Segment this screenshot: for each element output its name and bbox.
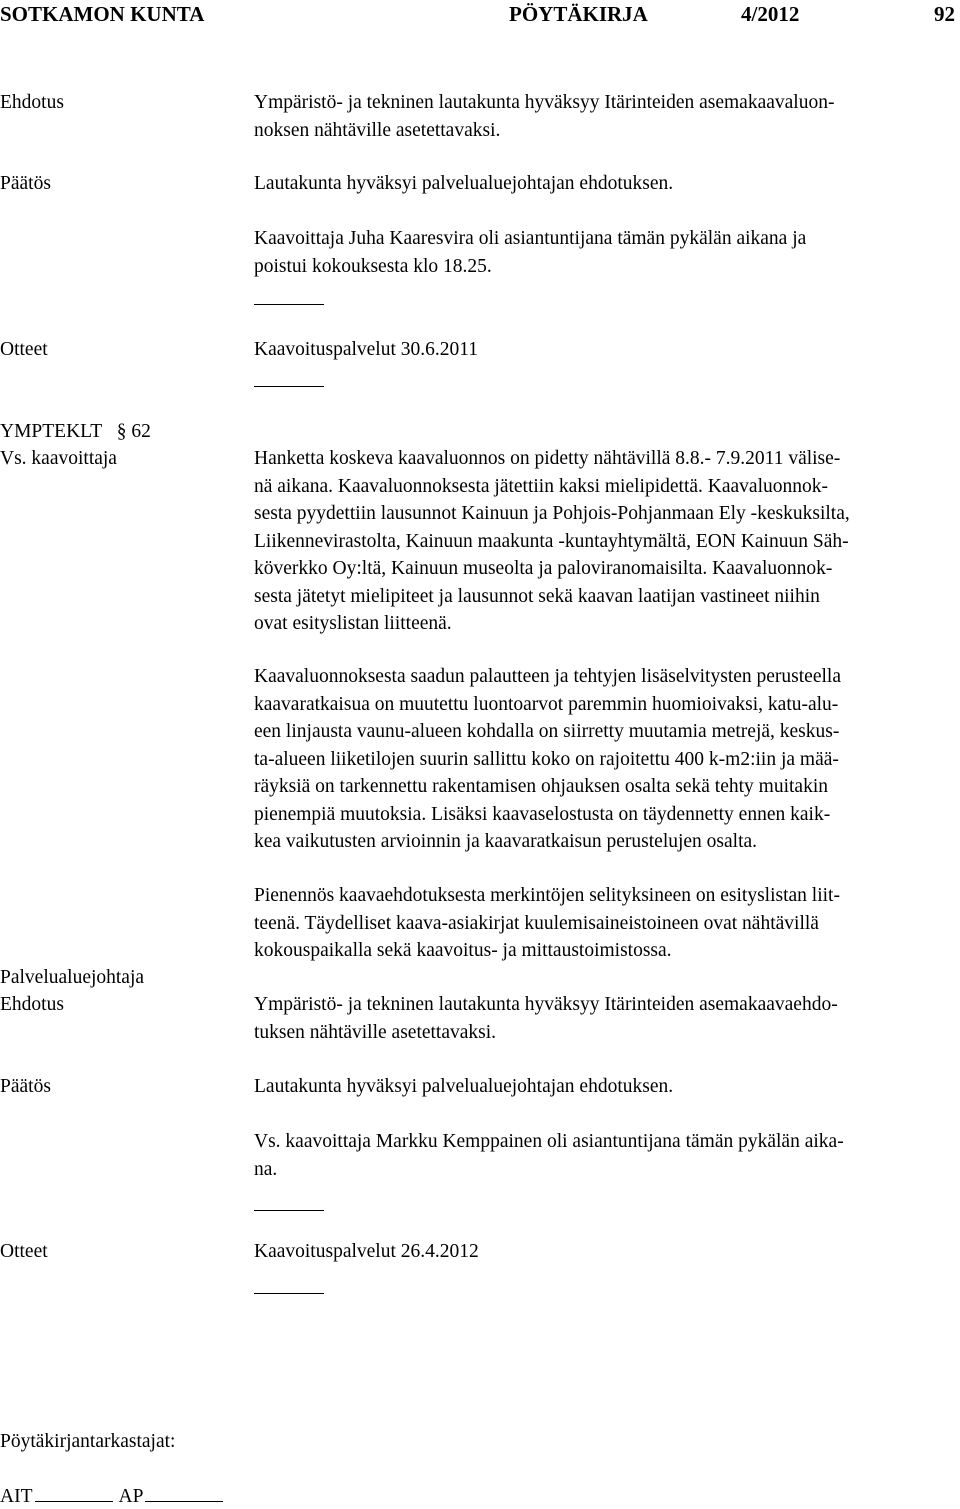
- separator-rule: [254, 386, 324, 387]
- paatos-text-1: [254, 173, 954, 201]
- text-line: Vs. kaavoittaja Markku Kemppainen oli asiantuntijana tämän pykälän aika-: [254, 1131, 844, 1152]
- text-line: Kaavaluonnoksesta saadun palautteen ja tehtyjen lisäselvitysten perusteella: [254, 666, 841, 687]
- text-line: Lautakunta hyväksyi palvelualuejohtajan ehdotuksen.: [254, 173, 674, 194]
- text-line: pienempiä muutoksia. Lisäksi kaavaselostusta on täydennetty ennen kaik-: [254, 803, 831, 825]
- signature-blank: [35, 1483, 113, 1502]
- text-line: sesta jätetyt mielipiteet ja lausunnot sekä kaavan laatijan vastineet niihin: [254, 585, 820, 607]
- note-text-2: [254, 1131, 954, 1186]
- proposer-label: Palvelualuejohtaja: [0, 967, 145, 988]
- role-label: Vs. kaavoittaja: [0, 448, 117, 469]
- text-line: räyksiä on tarkennettu rakentamisen ohjauksen osalta sekä tehty muitakin: [254, 776, 828, 797]
- text-line: Pienennös kaavaehdotuksesta merkintöjen selityksineen on esityslistan liit-: [254, 885, 840, 906]
- text-line: sesta pyydettiin lausunnot Kainuun ja Pohjois-Pohjanmaan Ely -keskuksilta,: [254, 503, 850, 524]
- header-municipality: SOTKAMON KUNTA: [0, 2, 205, 26]
- header-page-number: 92: [934, 2, 955, 26]
- separator-rule: [254, 304, 324, 305]
- text-line: na.: [254, 1158, 278, 1180]
- checker-initials-2: AP: [118, 1486, 144, 1507]
- text-line: Lautakunta hyväksyi palvelualuejohtajan ehdotuksen.: [254, 1076, 674, 1097]
- paatos-text-2: [254, 1076, 954, 1104]
- header-doc-type: PÖYTÄKIRJA: [509, 2, 648, 26]
- ehdotus-text-1: [254, 92, 954, 147]
- paatos-label-2: Päätös: [0, 1076, 51, 1097]
- text-line: poistui kokouksesta klo 18.25.: [254, 255, 492, 277]
- text-line: kokouspaikalla sekä kaavoitus- ja mittaustoimistossa.: [254, 940, 672, 961]
- text-line: Ympäristö- ja tekninen lautakunta hyväksyy Itärinteiden asemakaavaluon-: [254, 92, 835, 113]
- signature-line: [0, 1483, 229, 1508]
- note-text-1: [254, 228, 954, 283]
- ref-number: 62: [131, 421, 151, 442]
- text-line: een linjausta vaunu-alueen kohdalla on siirretty muutamia metrejä, keskus-: [254, 721, 840, 742]
- separator-rule: [254, 1293, 324, 1294]
- text-line: Liikennevirastolta, Kainuun maakunta -kuntayhtymältä, EON Kainuun Säh-: [254, 530, 849, 552]
- text-line: kaavaratkaisua on muutettu luontoarvot paremmin huomioivaksi, katu-alu-: [254, 693, 839, 715]
- otteet-label-1: Otteet: [0, 339, 48, 360]
- checker-initials-1: AIT: [0, 1486, 33, 1507]
- paatos-label-1: Päätös: [0, 173, 51, 194]
- ref-label: YMPTEKLT: [0, 421, 102, 442]
- paragraph-1: [254, 448, 954, 641]
- separator-rule: [254, 1210, 324, 1211]
- checkers-label: Pöytäkirjantarkastajat:: [0, 1431, 176, 1452]
- paragraph-2: [254, 666, 954, 859]
- text-line: Ympäristö- ja tekninen lautakunta hyväksyy Itärinteiden asemakaavaehdo-: [254, 994, 838, 1015]
- ehdotus-label-2: Ehdotus: [0, 994, 64, 1015]
- text-line: ta-alueen liiketilojen suurin sallittu koko on rajoitettu 400 k-m2:iin ja mää-: [254, 748, 839, 770]
- otteet-value-2: Kaavoituspalvelut 26.4.2012: [254, 1241, 479, 1262]
- text-line: kea vaikutusten arvioinnin ja kaavaratkaisun perustelujen osalta.: [254, 831, 758, 852]
- section-reference: [0, 421, 151, 443]
- section-symbol: §: [116, 421, 127, 442]
- text-line: köverkko Oy:ltä, Kainuun museolta ja paloviranomaisilta. Kaavaluonnok-: [254, 558, 833, 579]
- header-number: 4/2012: [741, 2, 800, 26]
- text-line: teenä. Täydelliset kaava-asiakirjat kuulemisaineistoineen ovat nähtävillä: [254, 912, 819, 934]
- otteet-label-2: Otteet: [0, 1241, 48, 1262]
- text-line: ovat esityslistan liitteenä.: [254, 613, 452, 634]
- text-line: Hanketta koskeva kaavaluonnos on pidetty nähtävillä 8.8.- 7.9.2011 välise-: [254, 448, 841, 469]
- signature-blank: [145, 1483, 223, 1502]
- text-line: tuksen nähtäville asetettavaksi.: [254, 1021, 497, 1043]
- text-line: noksen nähtäville asetettavaksi.: [254, 119, 501, 141]
- text-line: Kaavoittaja Juha Kaaresvira oli asiantuntijana tämän pykälän aikana ja: [254, 228, 807, 249]
- paragraph-3: [254, 885, 954, 968]
- text-line: nä aikana. Kaavaluonnoksesta jätettiin kaksi mielipidettä. Kaavaluonnok-: [254, 475, 828, 497]
- otteet-value-1: Kaavoituspalvelut 30.6.2011: [254, 339, 479, 360]
- ehdotus-label-1: Ehdotus: [0, 92, 64, 113]
- ehdotus-text-2: [254, 994, 954, 1049]
